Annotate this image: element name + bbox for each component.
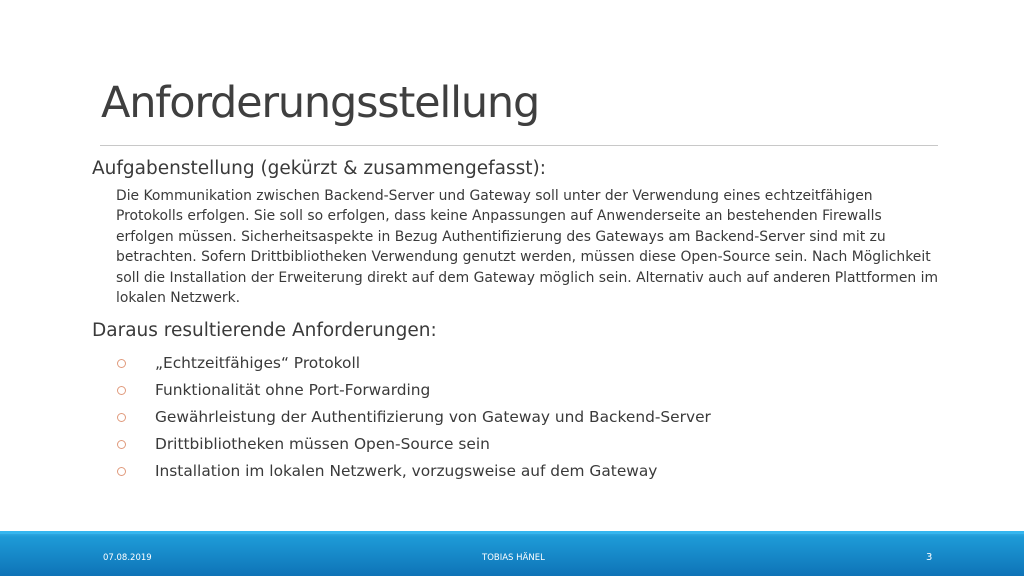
circle-bullet-icon <box>117 359 126 368</box>
requirement-text: Drittbibliotheken müssen Open-Source sein <box>155 435 490 454</box>
footer-date: 07.08.2019 <box>103 553 152 563</box>
footer-author: TOBIAS HÄNEL <box>482 553 545 563</box>
requirement-text: Installation im lokalen Netzwerk, vorzugsweise auf dem Gateway <box>155 462 658 481</box>
section-heading-task: Aufgabenstellung (gekürzt & zusammengefasst): <box>92 158 546 179</box>
list-item <box>92 404 952 431</box>
circle-bullet-icon <box>117 413 126 422</box>
list-item <box>92 377 952 404</box>
section-heading-requirements: Daraus resultierende Anforderungen: <box>92 320 437 342</box>
requirement-text: Gewährleistung der Authentifizierung von Gateway und Backend-Server <box>155 408 711 427</box>
circle-bullet-icon <box>117 386 126 395</box>
title-divider <box>100 145 938 146</box>
list-item <box>92 458 952 485</box>
list-item <box>92 350 952 377</box>
requirements-list <box>92 350 952 485</box>
task-description: Die Kommunikation zwischen Backend-Server und Gateway soll unter der Verwendung eines echtzeitfähigen Protokolls erfolgen. Sie soll so erfolgen, dass keine Anpassungen auf Anwenderseite an bestehenden Firewalls erfolgen müssen. Sicherheitsaspekte in Bezug Authentifizierung des Gateways am Backend-Server sind mit zu betrachten. Sofern Drittbibliotheken Verwendung genutzt werden, müssen diese Open-Source sein. Nach Möglichkeit soll die Installation der Erweiterung direkt auf dem Gateway möglich sein. Alternativ auch auf anderen Plattformen im lokalen Netzwerk. <box>116 188 938 307</box>
requirement-text: Funktionalität ohne Port-Forwarding <box>155 381 431 400</box>
requirement-text: „Echtzeitfähiges“ Protokoll <box>155 354 361 373</box>
list-item <box>92 431 952 458</box>
slide-number: 3 <box>926 552 933 563</box>
slide-body <box>92 156 952 485</box>
circle-bullet-icon <box>117 440 126 449</box>
slide-title: Anforderungsstellung <box>101 78 540 128</box>
footer-accent-line <box>0 531 1024 534</box>
circle-bullet-icon <box>117 467 126 476</box>
